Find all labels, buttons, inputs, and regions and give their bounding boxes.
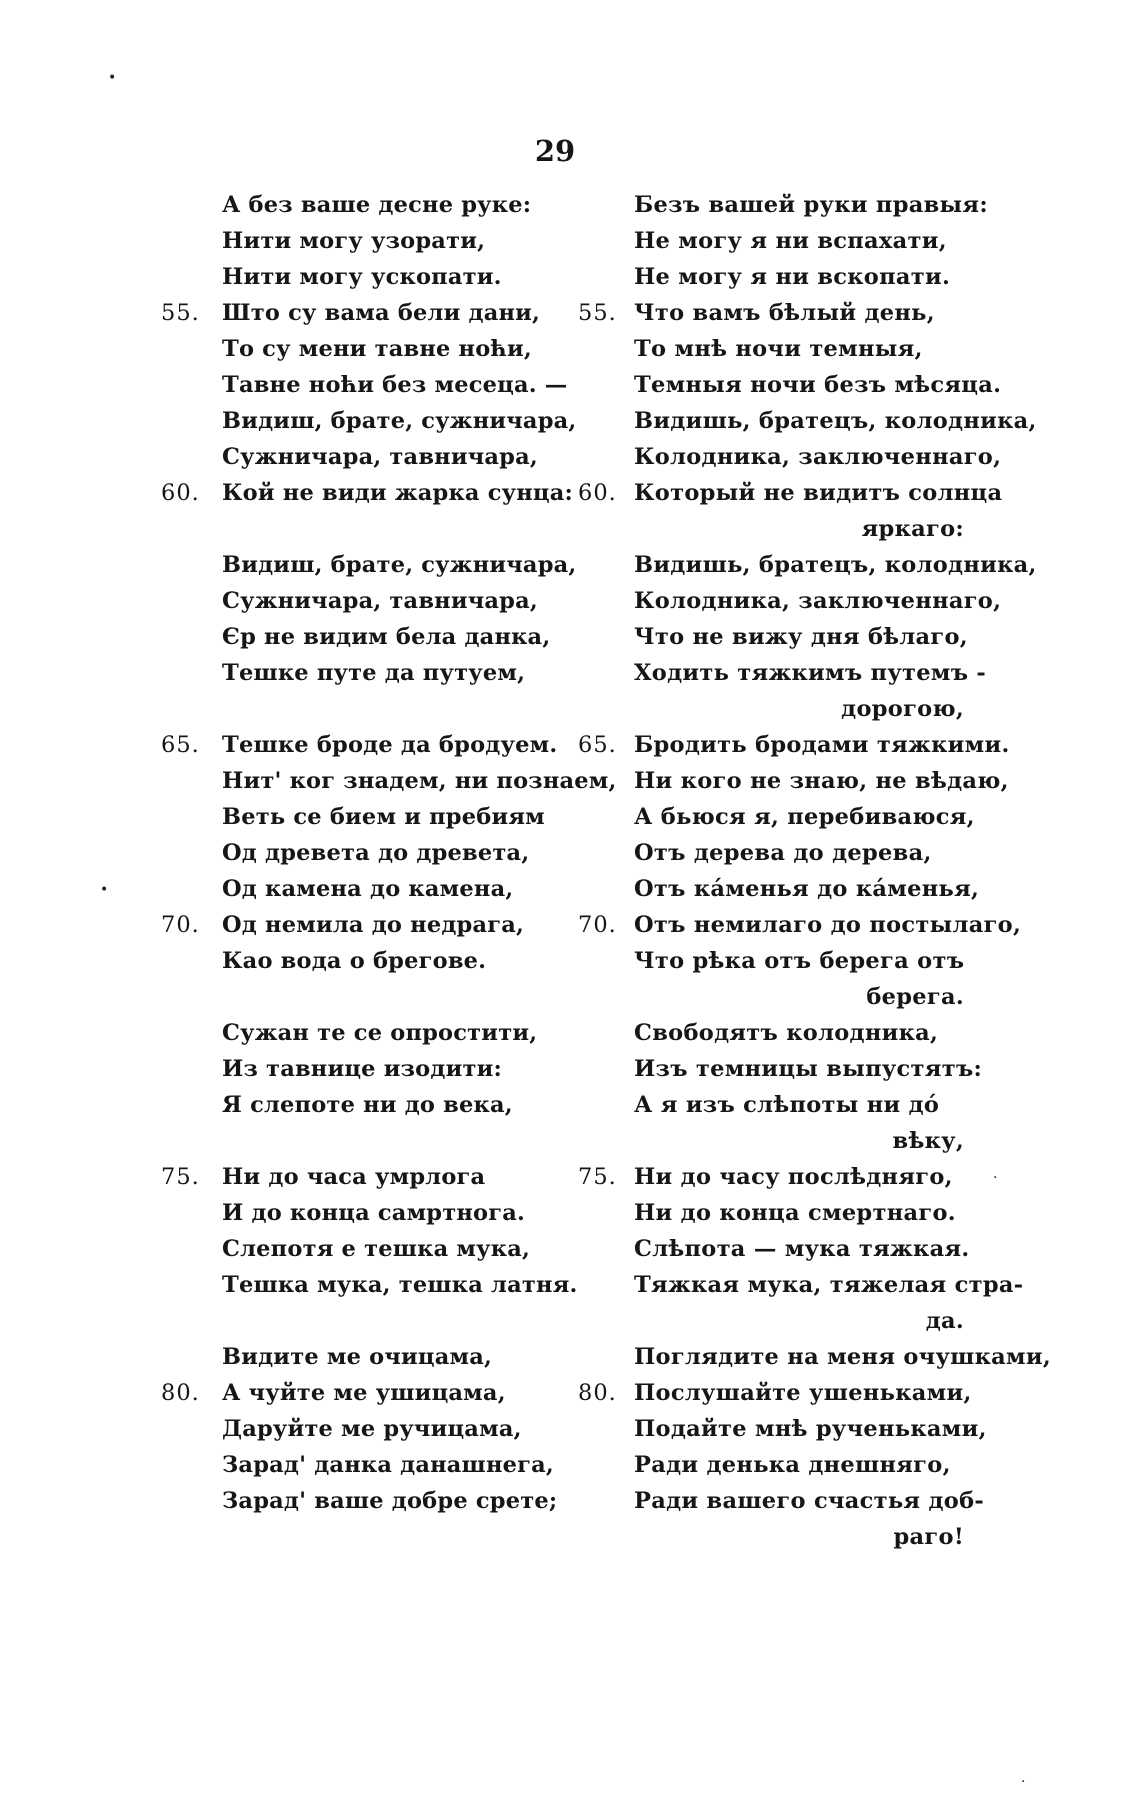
verse-line [634, 1195, 964, 1231]
russian-translation-column [578, 187, 1052, 1555]
verse-text: Од древета до древета, [222, 840, 530, 866]
verse-text: Као вода о брегове. [222, 948, 487, 974]
verse-line [634, 763, 1009, 799]
verse-line [578, 1375, 972, 1411]
verse-text: Слепотя е тешка мука, [222, 1236, 531, 1262]
verse-line [222, 1339, 562, 1375]
verse-text: Ради денька днешняго, [634, 1452, 951, 1478]
verse-number: 60. [161, 480, 200, 506]
verse-text: Ни до конца смертнаго. [634, 1200, 956, 1226]
verse-line [578, 1159, 964, 1195]
verse-number: 70. [161, 912, 200, 938]
verse-text: Изъ темницы выпустятъ: [634, 1056, 983, 1082]
verse-text: Не могу я ни вскопати. [634, 264, 951, 290]
verse-text: Ни до часа умрлога [222, 1164, 486, 1190]
verse-line [634, 835, 964, 871]
verse-text: Видишь, братецъ, колодника, [634, 552, 1037, 578]
verse-line [222, 439, 562, 475]
verse-text: Зарад' ваше добре срете; [222, 1488, 558, 1514]
verse-text: Видишь, братецъ, колодника, [634, 408, 1037, 434]
verse-number: 65. [161, 732, 200, 758]
verse-line [222, 1483, 562, 1519]
verse-line [222, 187, 562, 223]
verse-line [634, 403, 1037, 439]
verse-line [634, 223, 964, 259]
verse-line [634, 1339, 1052, 1375]
blank-line [222, 511, 562, 547]
verse-text: Тешка мука, тешка латня. [222, 1272, 578, 1298]
verse-line [222, 799, 562, 835]
verse-text: То мнѣ ночи темныя, [634, 336, 923, 362]
verse-line [222, 583, 562, 619]
verse-number: 80. [578, 1380, 617, 1406]
verse-line [634, 1411, 987, 1447]
verse-text: Что рѣка отъ берега отъ [634, 948, 965, 974]
verse-text: Тешке броде да бродуем. [222, 732, 558, 758]
verse-text: раго! [893, 1524, 964, 1550]
verse-line [634, 439, 1002, 475]
verse-text: Который не видитъ солнца [634, 480, 1003, 506]
verse-line [634, 547, 1037, 583]
verse-text: Сужан те се опростити, [222, 1020, 538, 1046]
verse-text: Сужничара, тавничара, [222, 588, 538, 614]
verse-text: Подайте мнѣ рученьками, [634, 1416, 987, 1442]
verse-text: яркаго: [861, 516, 964, 542]
verse-text: Нити могу ускопати. [222, 264, 502, 290]
verse-line [634, 1267, 1024, 1303]
blank-line [222, 1303, 562, 1339]
verse-text: То су мени тавне ноћи, [222, 336, 532, 362]
verse-text: Я слепоте ни до века, [222, 1092, 513, 1118]
verse-line [634, 331, 964, 367]
verse-text: Колодника, заключеннаго, [634, 444, 1002, 470]
print-speck: • [100, 882, 109, 898]
verse-text: Ради вашего счастья доб- [634, 1488, 985, 1514]
verse-text: А без ваше десне руке: [222, 192, 532, 218]
verse-text: Отъ ка́менья до ка́менья, [634, 876, 980, 902]
verse-number: 55. [161, 300, 200, 326]
verse-text: Ни кого не знаю, не вѣдаю, [634, 768, 1009, 794]
verse-line [222, 763, 617, 799]
verse-number: 70. [578, 912, 617, 938]
verse-line [634, 1231, 970, 1267]
print-speck: · [1021, 1774, 1026, 1790]
verse-line [634, 511, 964, 547]
page-number: 29 [534, 134, 576, 168]
verse-line [634, 655, 987, 691]
verse-line [222, 1195, 562, 1231]
verse-line [578, 475, 1003, 511]
verse-text: Что вамъ бѣлый день, [634, 300, 935, 326]
verse-text: Што су вама бели дани, [222, 300, 541, 326]
verse-line [161, 727, 562, 763]
verse-line [634, 1087, 964, 1123]
blank-line [222, 979, 562, 1015]
verse-line [634, 1051, 983, 1087]
verse-line [634, 691, 964, 727]
verse-text: Ходить тяжкимъ путемъ - [634, 660, 987, 686]
verse-line [161, 475, 574, 511]
verse-line [222, 1447, 562, 1483]
blank-line [222, 1123, 562, 1159]
verse-line [634, 799, 975, 835]
verse-text: Кой не види жарка сунца: [222, 480, 574, 506]
verse-line [222, 403, 577, 439]
verse-line [634, 943, 964, 979]
verse-text: Свободятъ колодника, [634, 1020, 939, 1046]
verse-text: Колодника, заключеннаго, [634, 588, 1002, 614]
verse-text: Даруйте ме ручицама, [222, 1416, 522, 1442]
verse-text: Нит' ког знадем, ни познаем, [222, 768, 617, 794]
serbian-text-column [161, 187, 617, 1519]
verse-line [222, 1267, 578, 1303]
verse-text: Темныя ночи безъ мѣсяца. [634, 372, 1002, 398]
verse-text: А я изъ слѣпоты ни до́ [634, 1092, 940, 1118]
verse-line [222, 871, 562, 907]
verse-line [222, 331, 562, 367]
verse-number: 55. [578, 300, 617, 326]
verse-line [222, 655, 562, 691]
verse-line [222, 1087, 562, 1123]
verse-line [634, 1303, 964, 1339]
verse-text: Од немила до недрага, [222, 912, 525, 938]
verse-text: Нити могу узорати, [222, 228, 486, 254]
verse-text: да. [925, 1308, 964, 1334]
verse-line [222, 259, 562, 295]
verse-line [578, 295, 964, 331]
verse-text: вѣку, [892, 1128, 964, 1154]
verse-text: Ни до часу послѣдняго, [634, 1164, 953, 1190]
verse-text: Єр не видим бела данка, [222, 624, 551, 650]
verse-text: Не могу я ни вспахати, [634, 228, 947, 254]
verse-line [578, 727, 1010, 763]
verse-text: Слѣпота — мука тяжкая. [634, 1236, 970, 1262]
verse-text: Безъ вашей руки правыя: [634, 192, 988, 218]
verse-text: берега. [866, 984, 964, 1010]
verse-line [161, 1375, 562, 1411]
verse-number: 65. [578, 732, 617, 758]
verse-line [634, 619, 968, 655]
verse-line [222, 1051, 562, 1087]
print-speck: · [993, 1170, 998, 1186]
verse-number: 75. [578, 1164, 617, 1190]
verse-text: Бродить бродами тяжкими. [634, 732, 1010, 758]
verse-text: Веть се бием и пребиям [222, 804, 545, 830]
verse-text: Из тавнице изодити: [222, 1056, 503, 1082]
verse-number: 60. [578, 480, 617, 506]
verse-line [578, 907, 1022, 943]
verse-number: 80. [161, 1380, 200, 1406]
verse-text: Тяжкая мука, тяжелая стра- [634, 1272, 1024, 1298]
verse-line [634, 1015, 964, 1051]
verse-line [222, 1015, 562, 1051]
verse-line [222, 223, 562, 259]
verse-line [161, 1159, 562, 1195]
verse-line [634, 583, 1002, 619]
verse-line [634, 1483, 985, 1519]
blank-line [222, 691, 562, 727]
verse-line [634, 979, 964, 1015]
verse-line [634, 259, 964, 295]
verse-line [634, 1519, 964, 1555]
verse-line [634, 871, 980, 907]
verse-text: Тавне ноћи без месеца. — [222, 372, 568, 398]
verse-text: А чуйте ме ушицама, [222, 1380, 506, 1406]
verse-text: Од камена до камена, [222, 876, 514, 902]
verse-line [161, 295, 562, 331]
verse-text: Тешке путе да путуем, [222, 660, 526, 686]
verse-text: Видите ме очицама, [222, 1344, 493, 1370]
verse-line [634, 1447, 964, 1483]
verse-line [222, 943, 562, 979]
verse-line [222, 619, 562, 655]
verse-text: Отъ немилаго до постылаго, [634, 912, 1022, 938]
verse-line [222, 1231, 562, 1267]
verse-line [222, 835, 562, 871]
verse-line [634, 367, 1002, 403]
verse-text: Видиш, брате, сужничара, [222, 552, 577, 578]
verse-line [634, 187, 988, 223]
verse-text: Зарад' данка данашнега, [222, 1452, 554, 1478]
print-speck: • [108, 70, 117, 86]
verse-number: 75. [161, 1164, 200, 1190]
verse-line [222, 547, 577, 583]
verse-text: И до конца самртнога. [222, 1200, 526, 1226]
verse-text: Поглядите на меня очушками, [634, 1344, 1052, 1370]
verse-text: дорогою, [841, 696, 964, 722]
verse-line [222, 367, 568, 403]
verse-text: А бьюся я, перебиваюся, [634, 804, 975, 830]
verse-line [634, 1123, 964, 1159]
verse-text: Что не вижу дня бѣлаго, [634, 624, 968, 650]
verse-text: Послушайте ушеньками, [634, 1380, 972, 1406]
verse-line [222, 1411, 562, 1447]
verse-text: Отъ дерева до дерева, [634, 840, 932, 866]
verse-text: Сужничара, тавничара, [222, 444, 538, 470]
verse-text: Видиш, брате, сужничара, [222, 408, 577, 434]
verse-line [161, 907, 562, 943]
